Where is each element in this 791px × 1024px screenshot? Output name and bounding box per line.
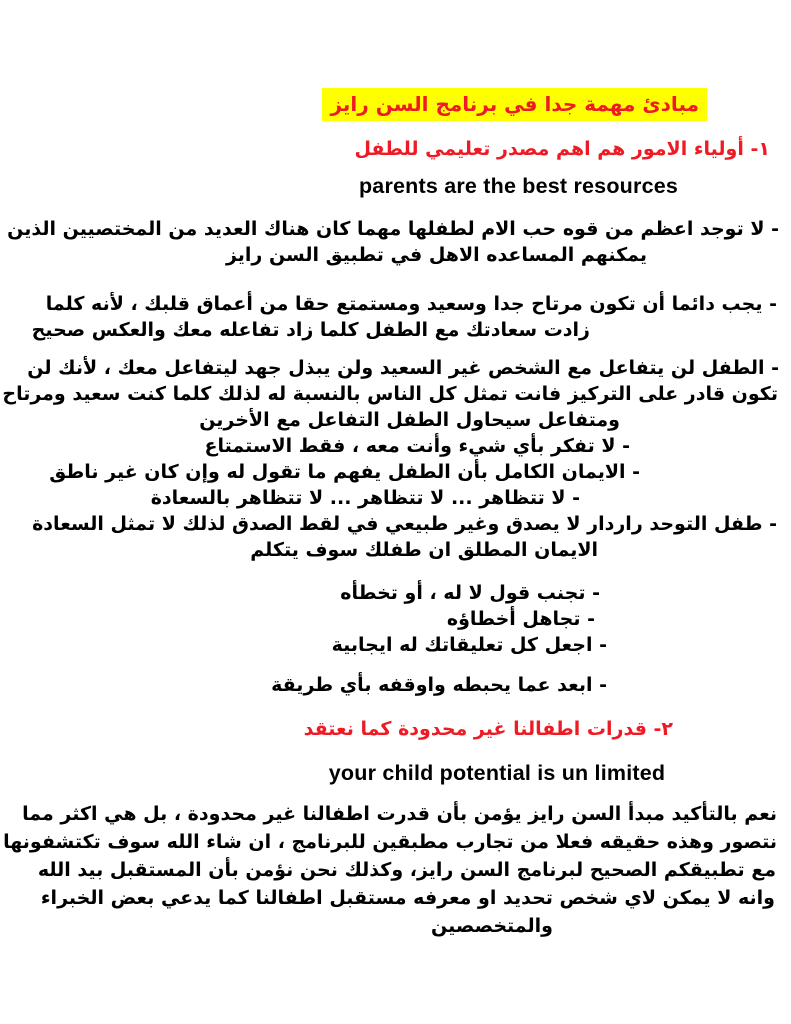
- section-1-heading-arabic: ١- أولياء الامور هم اهم مصدر تعليمي للطفل: [354, 138, 770, 160]
- text-line: - الطفل لن يتفاعل مع الشخص غير السعيد ولن يبذل جهد ليتفاعل معك ، لأنك لن: [27, 357, 779, 379]
- section-1-body: [0, 216, 791, 698]
- document-title: مبادئ مهمة جدا في برنامج السن رايز: [322, 88, 707, 121]
- text-line: - الايمان الكامل بأن الطفل يفهم ما تقول له وإن كان غير ناطق: [49, 461, 640, 483]
- document-title-row: [0, 88, 707, 121]
- section-1-heading-english: parents are the best resources: [358, 174, 679, 198]
- text-line: - طفل التوحد راردار لا يصدق وغير طبيعي في لقط الصدق لذلك لا تمثل السعادة: [32, 513, 777, 535]
- text-line: - لا تتظاهر ... لا تتظاهر ... لا تتظاهر بالسعادة: [150, 487, 580, 509]
- text-line: - ابعد عما يحبطه واوقفه بأي طريقة: [271, 674, 607, 696]
- text-line: - تجاهل أخطاؤه: [446, 608, 595, 630]
- text-line: والمتخصصين: [431, 915, 553, 937]
- text-line: تكون قادر على التركيز فانت تمثل كل الناس بالنسبة له لذلك كلما كنت سعيد ومرتاح: [2, 383, 778, 405]
- text-line: نعم بالتأكيد مبدأ السن رايز يؤمن بأن قدرت اطفالنا غير محدودة ، بل هي اكثر مما: [22, 803, 777, 825]
- text-line: يمكنهم المساعده الاهل في تطبيق السن رايز: [225, 244, 647, 266]
- text-line: - لا توجد اعظم من قوه حب الام لطفلها مهما كان هناك العديد من المختصيين الذين: [7, 218, 779, 240]
- section-2-heading-english: your child potential is un limited: [328, 761, 666, 785]
- text-line: - اجعل كل تعليقاتك له ايجابية: [331, 634, 607, 656]
- text-line: ومتفاعل سيحاول الطفل التفاعل مع الأخرين: [199, 409, 620, 431]
- text-line: نتصور وهذه حقيقه فعلا من تجارب مطبقين للبرنامج ، ان شاء الله سوف تكتشفونها: [3, 831, 777, 853]
- text-line: - يجب دائما أن تكون مرتاح جدا وسعيد ومستمتع حقا من أعماق قلبك ، لأنه كلما: [45, 293, 777, 315]
- section-2-heading-arabic: ٢- قدرات اطفالنا غير محدودة كما نعتقد: [303, 718, 673, 740]
- text-line: مع تطبيقكم الصحيح لبرنامج السن رايز، وكذلك نحن نؤمن بأن المستقبل بيد الله: [37, 859, 776, 881]
- text-line: - تجنب قول لا له ، أو تخطأه: [340, 582, 600, 604]
- text-line: الايمان المطلق ان طفلك سوف يتكلم: [250, 539, 598, 561]
- section-2-body: [0, 800, 791, 940]
- text-line: - لا تفكر بأي شيء وأنت معه ، فقط الاستمتاع: [204, 435, 630, 457]
- text-line: وانه لا يمكن لاي شخص تحديد او معرفه مستقبل اطفالنا كما يدعي بعض الخبراء: [40, 887, 775, 909]
- text-line: زادت سعادتك مع الطفل كلما زاد تفاعله معك والعكس صحيح: [31, 319, 590, 341]
